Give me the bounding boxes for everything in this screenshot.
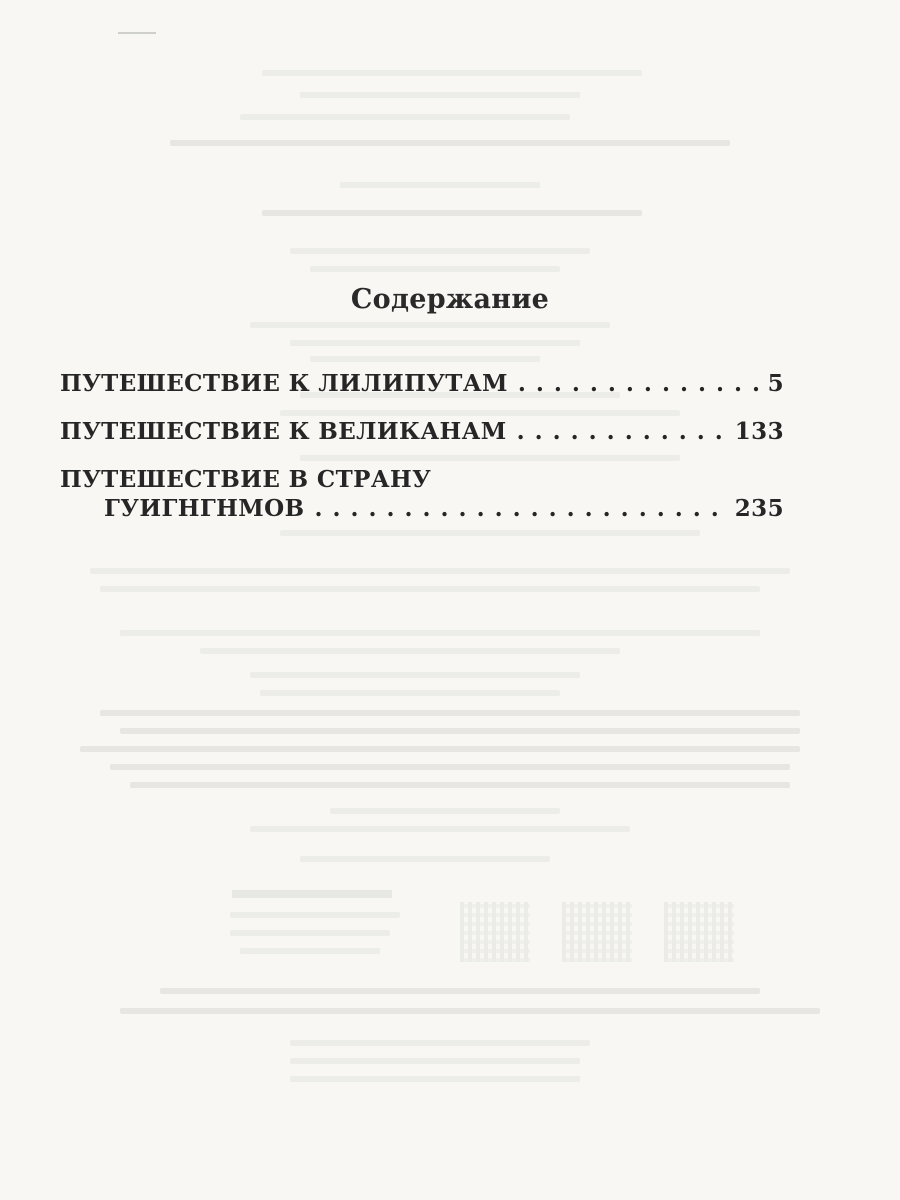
- toc-heading: Содержание: [350, 284, 550, 315]
- toc-entry: [60, 418, 784, 445]
- dot-leader: [517, 418, 729, 445]
- dot-leader: [314, 495, 728, 522]
- dot-leader: [518, 370, 762, 397]
- toc-entry: [60, 370, 784, 397]
- scan-mark: [118, 32, 156, 34]
- toc-entry-page: 133: [734, 418, 784, 445]
- toc-entry-title: ПУТЕШЕСТВИЕ К ЛИЛИПУТАМ: [60, 370, 508, 397]
- toc-entry-title-line2: ГУИГНГНМОВ: [104, 495, 305, 522]
- toc-entry-title-line1: ПУТЕШЕСТВИЕ В СТРАНУ: [60, 466, 432, 493]
- toc-entry-title: ПУТЕШЕСТВИЕ К ВЕЛИКАНАМ: [60, 418, 507, 445]
- toc-entry-page: 5: [767, 370, 784, 397]
- toc-entry-page: 235: [734, 495, 784, 522]
- toc-entry: [104, 495, 784, 522]
